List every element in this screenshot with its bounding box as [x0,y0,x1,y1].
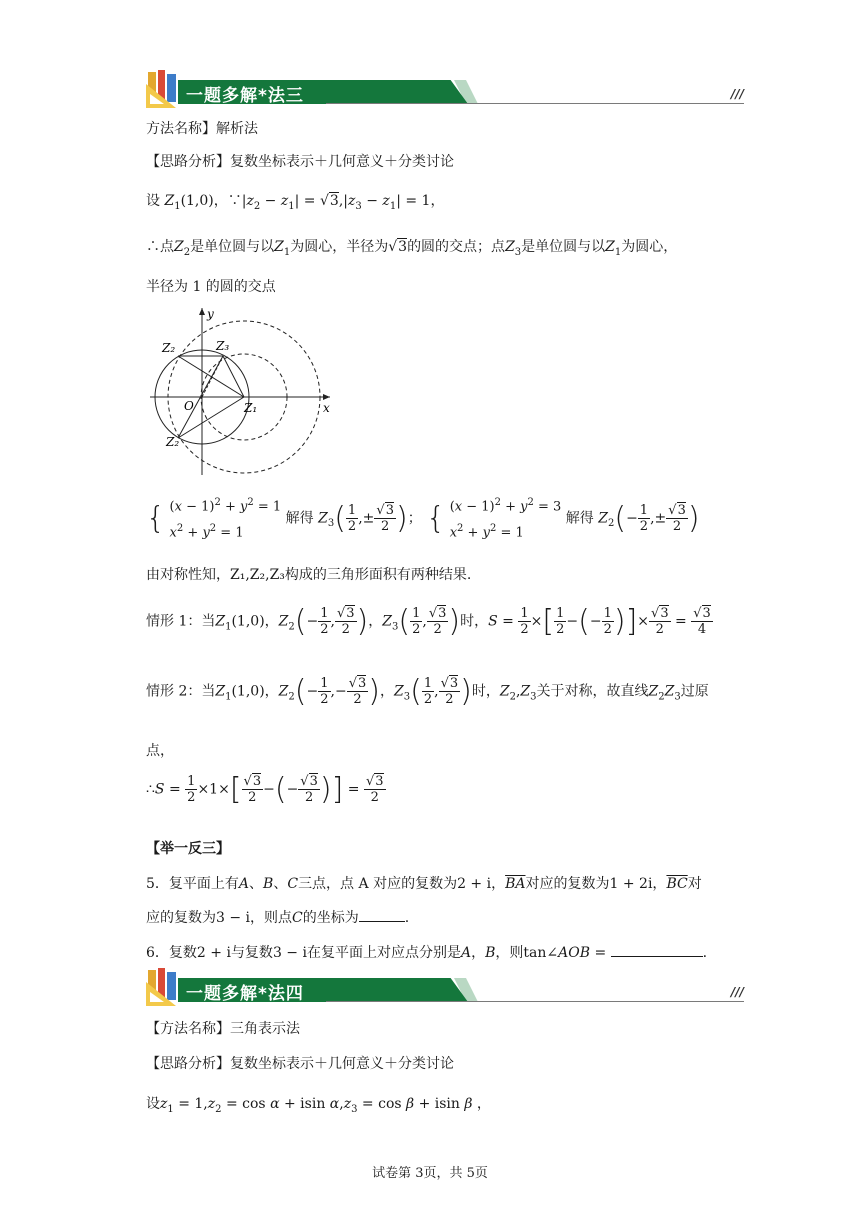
section-banner-method3 [146,68,744,108]
label-y: y [207,307,214,321]
case-2-line2: 点， [146,743,174,759]
banner-slashes: /// [730,87,744,101]
point-description-2: 半径为 1 的圆的交点 [146,279,276,295]
question-5-line2: 应的复数为3 − i，则点C的坐标为 . [146,910,410,926]
case-1: 情形 1：当$Z_1(1,0)$，$Z_2(-$ $\frac{1}{2}$ , $\frac{√3}{2}$ )，$Z_3$( $\frac{1}{2}$ , $\frac{√3}{2}$ )时，S = $\frac{1}{2}$ ×[ $\frac{1}{2}$ −(− $\frac{1}{2}$ )]× $\frac{√3}{2}$ = $\frac{√3}{4}$ [146,604,711,639]
label-z3: Z₃ [216,339,230,353]
method4-set-line: 设$z_1 = 1,z_2 = \cos \alpha + isin$ $\alpha,z_3 = \cos \beta + isin$ β ， [146,1096,491,1115]
page-footer: 试卷第 3页，共 5页 [372,1166,488,1181]
ruler-pencil-icon [146,966,180,1006]
case-2: 情形 2：当$Z_1(1,0)$，$Z_2(-$ $\frac{1}{2}$ ,− $\frac{√3}{2}$ )，$Z_3$( $\frac{1}{2}$ , $\frac{√3}{2}$ )时，$Z_2,Z_3$关于对称，故直线$Z_2Z_3$过原 [146,674,709,709]
banner-title: 一题多解*法三 [186,86,304,106]
label-z1: Z₁ [244,401,258,415]
label-origin: O [184,399,194,413]
answer-blank-6[interactable] [611,956,703,957]
method4-analysis: 【思路分析】复数坐标表示＋几何意义＋分类讨论 [146,1056,454,1072]
equation-systems: { $(x - 1)^2 + y^2 = 1$ $x^2 + y^2 = 1$ 解得 $Z_3$( $\frac{1}{2}$ ,± $\frac{√3}{2}$ )； { $(x - 1)^2 + y^2 = 3$ $x^2 + y^2 = 1$ 解得 $Z_2(-$ $\frac{1}{2}$ ,± $\frac{√3}{2}$ ) [146,497,700,541]
ruler-pencil-icon [146,68,180,108]
method4-name: 【方法名称】三角表示法 [146,1021,300,1037]
area-result: ∴S = $\frac{1}{2}$ ×1×[ $\frac{√3}{2}$ −(− $\frac{√3}{2}$ )] = $\frac{√3}{2}$ [146,772,384,807]
label-z2-top: Z₂ [162,341,176,355]
set-line: 设 $Z_1(1,0)$，$\because|z_2 - z_1| = √3,|z_3 - z_1| = 1$， [146,193,445,212]
method-name: 方法名称】解析法 [146,121,258,137]
symmetry-text: 由对称性知，Z₁,Z₂,Z₃构成的三角形面积有两种结果. [146,567,472,583]
point-description: ∴点$Z_2$是单位圆与以$Z_1$为圆心，半径为√3的圆的交点；点$Z_3$是单位圆与以$Z_1$为圆心， [146,239,678,258]
banner-slashes: /// [730,985,744,999]
answer-blank-5[interactable] [359,921,405,922]
practice-heading: 【举一反三】 [146,841,230,857]
question-6: 6．复数2 + i与复数3 − i在复平面上对应点分别是A，B，则tan∠AOB = . [146,945,708,961]
section-banner-method4 [146,966,744,1006]
banner-title: 一题多解*法四 [186,984,304,1004]
label-z2-bottom: Z₂ [166,435,180,449]
label-x: x [323,401,330,415]
circle-figure [140,300,340,480]
question-5: 5．复平面上有A、B、C三点，点 A 对应的复数为2 + i，$\overline{BA}$对应的复数为1 + 2i，$\overline{BC}$对 [146,876,702,892]
analysis: 【思路分析】复数坐标表示＋几何意义＋分类讨论 [146,154,454,170]
